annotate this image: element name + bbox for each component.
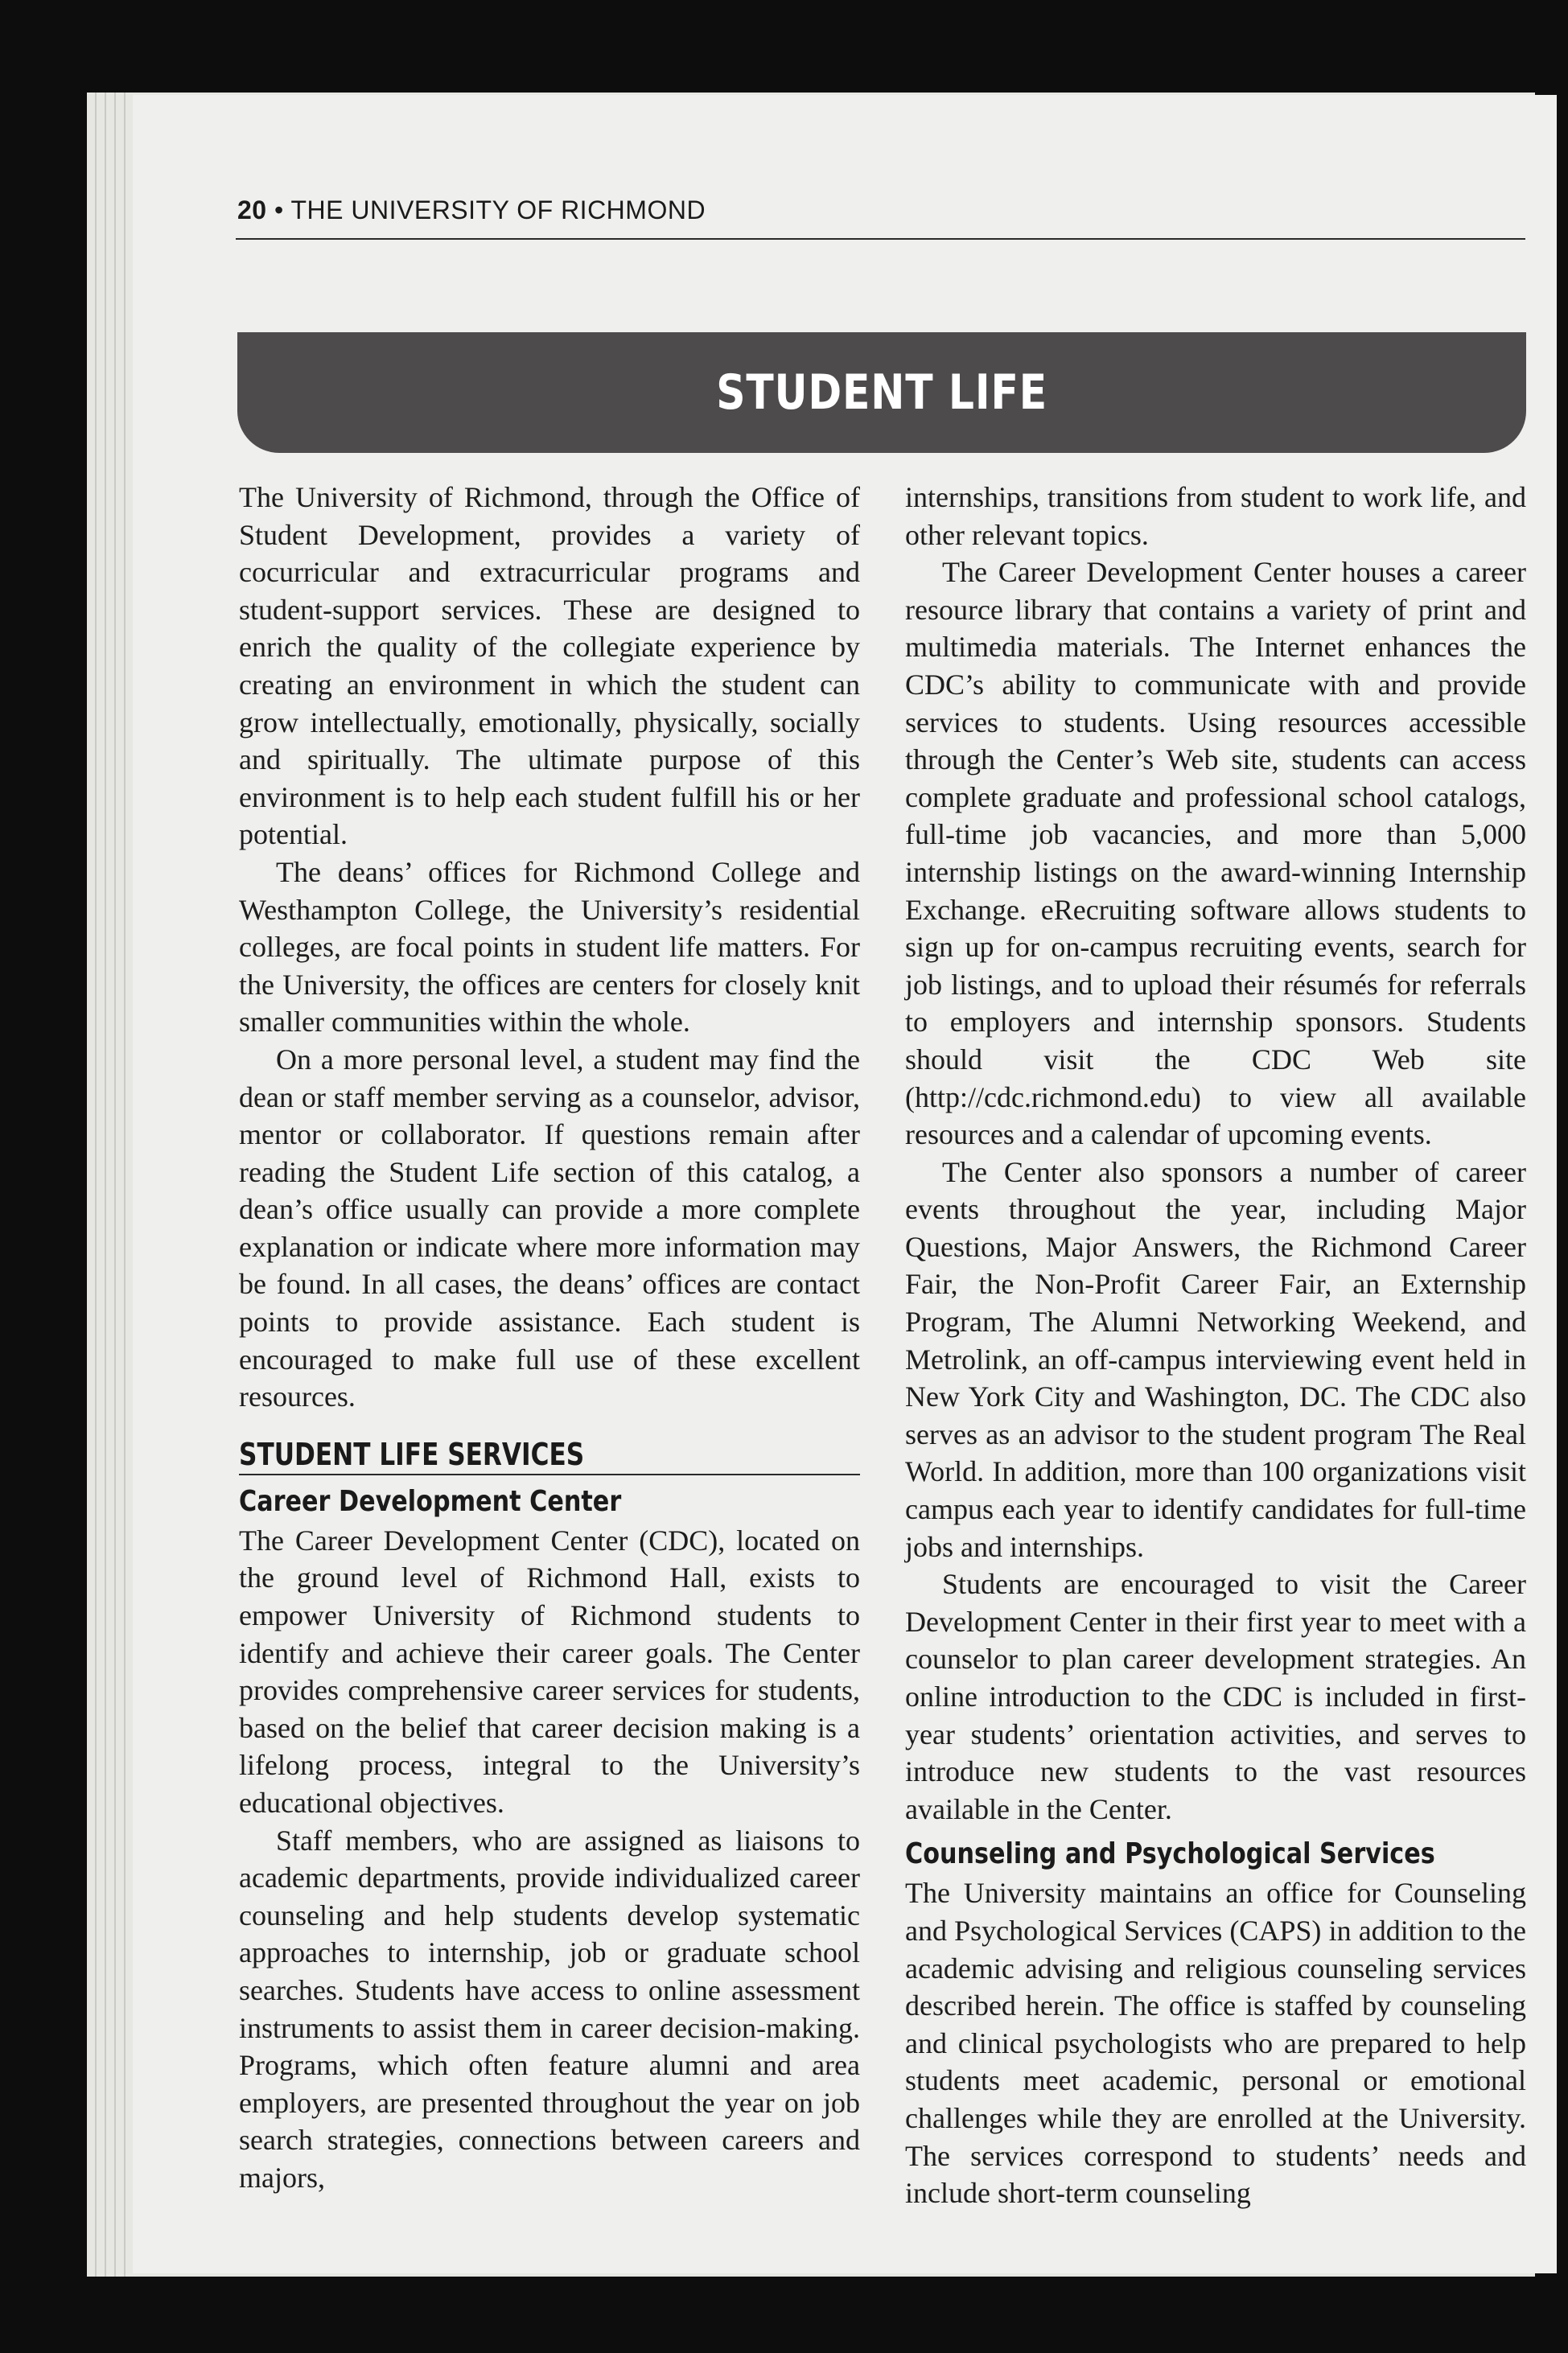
catalog-page [133,95,1557,2273]
section-banner [237,332,1526,453]
running-header [237,195,1525,225]
career-paragraph: The Center also sponsors a number of career events throughout the year, including Major Questions, Major Answers, the Richmond Career Fair, the Non-Profit Career Fair, an Externship Program, The Alumni Networking Weekend, and Metrolink, an off-campus interviewing event held in New York City and Washington, DC. The CDC also serves as an advisor to the student program The Real World. In addition, more than 100 organizations visit campus each year to identify candidates for full-time jobs and internships. [905,1155,1526,1563]
section-heading-text: STUDENT LIFE SERVICES [239,1436,585,1472]
subsection-heading-counseling [905,1836,1526,1873]
career-paragraph: Staff members, who are assigned as liaisons to academic departments, provide individualized career counseling and help students develop systematic approaches to internship, job or graduate school searches. Students have access to online assessment instruments to assist them in career decision-making. Programs, which often feature alumni and area employers, are presented throughout the year on job search strategies, connections between careers and majors, [239,1824,860,2194]
subsection-heading-text: Career Development Center [239,1484,622,1518]
subsection-heading-career-development [239,1483,860,1520]
subsection-heading-text: Counseling and Psychological Services [905,1837,1435,1871]
career-paragraph: The Career Development Center houses a career resource library that contains a variety of print and multimedia materials. The Internet enhances the CDC’s ability to communicate with and provide services to students. Using resources accessible through the Center’s Web site, students can access complete graduate and professional school catalogs, full-time job vacancies, and more than 5,000 internship listings on the award-winning Internship Exchange. eRecruiting software allows students to sign up for on-campus recruiting events, search for job listings, and to upload their résumés for referrals to employers and internship sponsors. Students should visit the CDC Web site (http://cdc.richmond.edu) to view all available resources and a calendar of upcoming events. [905,556,1526,1151]
career-paragraph: Students are encouraged to visit the Career Development Center in their first year to meet with a counselor to plan career development strategies. An online introduction to the CDC is included in first-year students’ orientation activities, and serves to introduce new students to the vast resources available in the Center. [905,1568,1526,1825]
page-edge [124,93,126,2277]
page-edge [114,93,116,2277]
intro-paragraph: The University of Richmond, through the Office of Student Development, provides a variety of cocurricular and extracurricular programs and student-support services. These are designed to enrich the quality of the collegiate experience by creating an environment in which the student can grow intellectually, emotionally, physically, socially and spiritually. The ultimate purpose of this environment is to help each student fulfill his or her potential. [239,481,860,851]
page-edge [95,93,97,2277]
page-edge [105,93,106,2277]
header-rule [236,238,1525,240]
career-paragraph: The Career Development Center (CDC), located on the ground level of Richmond Hall, exists to empower University of Richmond students to identify and achieve their career goals. The Center provides comprehensive career services for students, based on the belief that career decision making is a lifelong process, integral to the University’s educational objectives. [239,1524,860,1819]
career-paragraph: internships, transitions from student to work life, and other relevant topics. [905,481,1526,551]
intro-paragraph: On a more personal level, a student may find the dean or staff member serving as a counselor, advisor, mentor or collaborator. If questions remain after reading the Student Life section of this catalog, a dean’s office usually can provide a more complete explanation or indicate where more information may be found. In all cases, the deans’ offices are contact points to provide assistance. Each student is encouraged to make full use of these excellent resources. [239,1043,860,1413]
caps-paragraph: The University maintains an office for Counseling and Psychological Services (CAPS) in addition to the academic advising and religious counseling services described herein. The office is staffed by counseling and clinical psychologists who are prepared to help students meet academic, personal or emotional challenges while they are enrolled at the University. The services correspond to students’ needs and include short-term counseling [905,1877,1526,2210]
page-number: 20 [237,195,267,224]
right-column [905,479,1526,2212]
banner-title: STUDENT LIFE [716,364,1047,421]
intro-paragraph: The deans’ offices for Richmond College and Westhampton College, the University’s residential colleges, are focal points in student life matters. For the University, the offices are centers for closely knit smaller communities within the whole. [239,855,860,1039]
running-title: THE UNIVERSITY OF RICHMOND [290,195,706,224]
section-heading-student-life-services [239,1437,860,1475]
header-separator: • [274,195,284,224]
left-column [239,479,860,2197]
